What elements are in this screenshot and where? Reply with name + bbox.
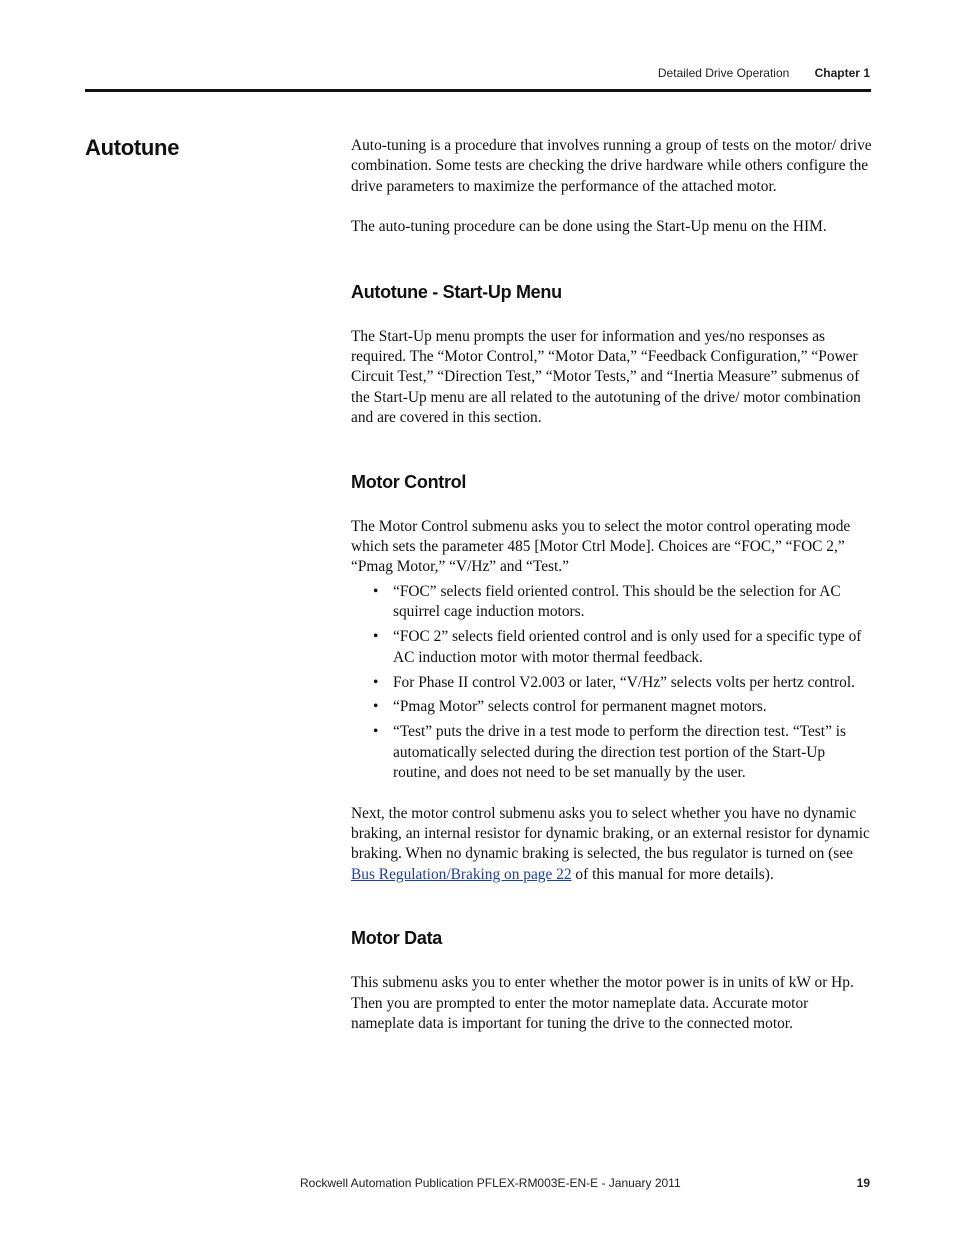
list-item xyxy=(351,627,873,668)
bullet-icon: • xyxy=(373,698,379,716)
list-item xyxy=(351,722,873,783)
motor-control-heading: Motor Control xyxy=(351,471,467,492)
motor-control-options-list xyxy=(351,582,873,784)
motor-data-paragraph: This submenu asks you to enter whether the motor power is in units of kW or Hp. Then you are prompted to enter the motor nameplate data. Accurate motor nameplate data is important for tuning the drive to the connected motor. xyxy=(351,974,854,1032)
list-item-text: “FOC” selects field oriented control. This should be the selection for AC squirrel cage induction motors. xyxy=(393,582,841,621)
dynamic-braking-paragraph xyxy=(351,804,873,886)
motor-data-heading: Motor Data xyxy=(351,928,442,949)
intro-paragraph-1: Auto-tuning is a procedure that involves running a group of tests on the motor/ drive combination. Some tests are checking the drive hardware while others configure the drive parameters to maximize the performance of the attached motor. xyxy=(351,137,872,195)
bullet-icon: • xyxy=(373,723,379,741)
bullet-icon: • xyxy=(373,628,379,646)
list-item xyxy=(351,697,873,717)
bullet-icon: • xyxy=(373,582,379,600)
section-title: Autotune xyxy=(85,135,180,160)
bus-regulation-link[interactable]: Bus Regulation/Braking on page 22 xyxy=(351,865,572,883)
list-item xyxy=(351,582,873,623)
header-section: Detailed Drive Operation xyxy=(657,66,790,80)
motor-control-paragraph: The Motor Control submenu asks you to select the motor control operating mode which sets the parameter 485 [Motor Ctrl Mode]. Choices are “FOC,” “FOC 2,” “Pmag Motor,” “V/Hz” and “Test.” xyxy=(351,517,851,576)
header-chapter: Chapter 1 xyxy=(814,66,870,80)
publication-info: Rockwell Automation Publication PFLEX-RM003E-EN-E - January 2011 xyxy=(300,1176,681,1190)
main-content xyxy=(351,136,873,1034)
paragraph-text: Next, the motor control submenu asks you to select whether you have no dynamic braking, an internal resistor for dynamic braking, or an external resistor for dynamic braking. When no dynamic braking is selected, the bus regulator is turned on (see xyxy=(351,804,870,863)
bullet-icon: • xyxy=(373,673,379,691)
startup-menu-paragraph: The Start-Up menu prompts the user for information and yes/no responses as required. The “Motor Control,” “Motor Data,” “Feedback Configuration,” “Power Circuit Test,” “Direction Test,” “Motor Tests,” and “Inertia Measure” submenus of the Start-Up menu are all related to the autotuning of the drive/ motor combination and are covered in this section. xyxy=(351,327,861,427)
list-item-text: For Phase II control V2.003 or later, “V/Hz” selects volts per hertz control. xyxy=(393,673,855,691)
list-item xyxy=(351,673,873,693)
list-item-text: “Pmag Motor” selects control for permanent magnet motors. xyxy=(393,698,767,716)
startup-menu-heading: Autotune - Start-Up Menu xyxy=(351,281,562,302)
running-header xyxy=(658,66,870,80)
list-item-text: “Test” puts the drive in a test mode to perform the direction test. “Test” is automatically selected during the direction test portion of the Start-Up routine, and does not need to be set manually by the user. xyxy=(393,723,847,782)
header-rule xyxy=(85,89,871,92)
page-number: 19 xyxy=(856,1176,870,1190)
list-item-text: “FOC 2” selects field oriented control and is only used for a specific type of AC induction motor with motor thermal feedback. xyxy=(393,628,862,666)
paragraph-text: of this manual for more details). xyxy=(571,865,774,883)
intro-paragraph-2: The auto-tuning procedure can be done using the Start-Up menu on the HIM. xyxy=(351,218,827,236)
